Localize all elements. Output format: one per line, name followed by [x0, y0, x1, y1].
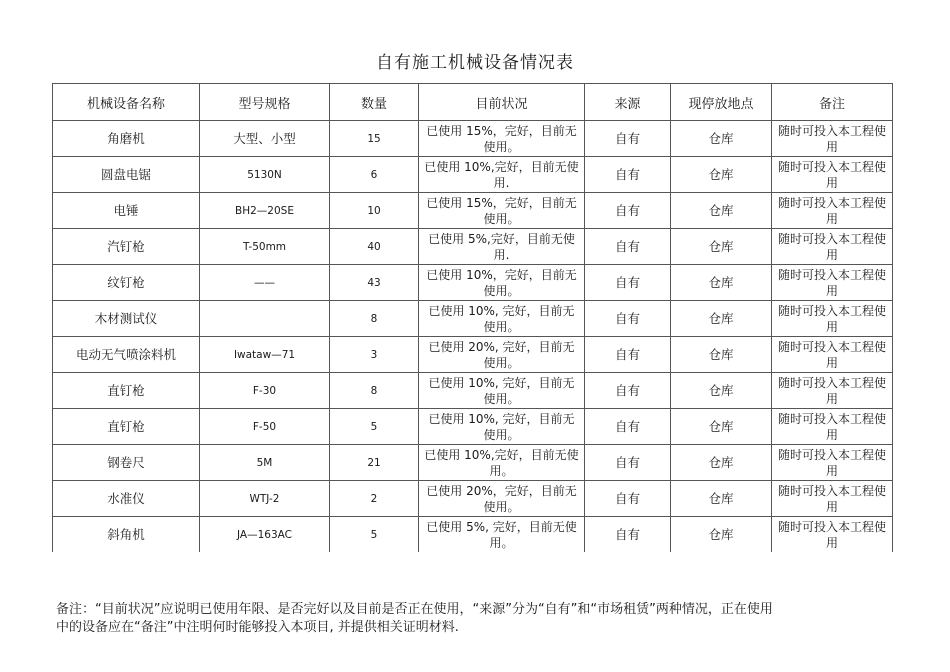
cell-location: 仓库: [671, 481, 772, 517]
cell-name: 水准仪: [53, 481, 200, 517]
cell-model: 5M: [200, 445, 330, 481]
cell-note: 随时可投入本工程使用: [772, 373, 893, 409]
cell-status: 已使用 10%,完好，目前无使用。: [419, 445, 585, 481]
cell-name: 直钉枪: [53, 409, 200, 445]
page-title: 自有施工机械设备情况表: [376, 53, 574, 73]
cell-name: 角磨机: [53, 121, 200, 157]
cell-model: T-50mm: [200, 229, 330, 265]
cell-location: 仓库: [671, 229, 772, 265]
cell-name: 钢卷尺: [53, 445, 200, 481]
cell-note: 随时可投入本工程使用: [772, 409, 893, 445]
cell-source: 自有: [585, 409, 671, 445]
cell-model: Iwataw—71: [200, 337, 330, 373]
cell-note: 随时可投入本工程使用: [772, 157, 893, 193]
cell-quantity: 15: [330, 121, 419, 157]
cell-model: 5130N: [200, 157, 330, 193]
table-row: [53, 373, 893, 409]
cell-note: 随时可投入本工程使用: [772, 229, 893, 265]
table-row: [53, 229, 893, 265]
header-model: 型号规格: [200, 84, 330, 121]
cell-name: 圆盘电锯: [53, 157, 200, 193]
cell-quantity: 21: [330, 445, 419, 481]
table-row: [53, 337, 893, 373]
cell-source: 自有: [585, 301, 671, 337]
cell-status: 已使用 10%，完好，目前无使用。: [419, 265, 585, 301]
cell-model: WTJ-2: [200, 481, 330, 517]
cell-name: 电锤: [53, 193, 200, 229]
table-row: [53, 445, 893, 481]
cell-note: 随时可投入本工程使用: [772, 481, 893, 517]
cell-model: 大型、小型: [200, 121, 330, 157]
cell-source: 自有: [585, 193, 671, 229]
cell-note: 随时可投入本工程使用: [772, 121, 893, 157]
footnote-line-1: 备注：“目前状况”应说明已使用年限、是否完好以及目前是否正在使用，“来源”分为“自有”和“市场租赁”两种情况，正在使用: [56, 602, 773, 617]
cell-location: 仓库: [671, 193, 772, 229]
cell-source: 自有: [585, 157, 671, 193]
table-header-row: [53, 84, 893, 121]
cell-name: 直钉枪: [53, 373, 200, 409]
cell-name: 电动无气喷涂料机: [53, 337, 200, 373]
cell-source: 自有: [585, 229, 671, 265]
cell-source: 自有: [585, 265, 671, 301]
cell-quantity: 10: [330, 193, 419, 229]
table-row: [53, 121, 893, 157]
header-source: 来源: [585, 84, 671, 121]
cell-status: 已使用 15%，完好，目前无使用。: [419, 121, 585, 157]
equipment-table: [52, 83, 893, 552]
cell-source: 自有: [585, 445, 671, 481]
cell-status: 已使用 5%, 完好，目前无使用。: [419, 517, 585, 553]
cell-location: 仓库: [671, 265, 772, 301]
table-row: [53, 481, 893, 517]
table-row: [53, 265, 893, 301]
cell-status: 已使用 20%, 完好，目前无使用。: [419, 337, 585, 373]
cell-source: 自有: [585, 481, 671, 517]
cell-quantity: 3: [330, 337, 419, 373]
cell-name: 斜角机: [53, 517, 200, 553]
cell-location: 仓库: [671, 121, 772, 157]
cell-model: F-50: [200, 409, 330, 445]
table-row: [53, 517, 893, 553]
footnote: [56, 601, 886, 637]
cell-note: 随时可投入本工程使用: [772, 445, 893, 481]
cell-model: ——: [200, 265, 330, 301]
cell-status: 已使用 10%, 完好，目前无使用。: [419, 373, 585, 409]
cell-model: [200, 301, 330, 337]
cell-location: 仓库: [671, 517, 772, 553]
table-row: [53, 193, 893, 229]
cell-status: 已使用 5%,完好，目前无使用.: [419, 229, 585, 265]
cell-location: 仓库: [671, 445, 772, 481]
cell-note: 随时可投入本工程使用: [772, 301, 893, 337]
cell-source: 自有: [585, 517, 671, 553]
cell-location: 仓库: [671, 157, 772, 193]
cell-note: 随时可投入本工程使用: [772, 265, 893, 301]
cell-name: 木材测试仪: [53, 301, 200, 337]
header-location: 现停放地点: [671, 84, 772, 121]
cell-name: 汽钉枪: [53, 229, 200, 265]
header-name: 机械设备名称: [53, 84, 200, 121]
cell-quantity: 43: [330, 265, 419, 301]
cell-location: 仓库: [671, 337, 772, 373]
cell-status: 已使用 10%, 完好，目前无使用。: [419, 409, 585, 445]
cell-model: JA—163AC: [200, 517, 330, 553]
header-quantity: 数量: [330, 84, 419, 121]
header-status: 目前状况: [419, 84, 585, 121]
cell-quantity: 5: [330, 517, 419, 553]
cell-quantity: 5: [330, 409, 419, 445]
cell-source: 自有: [585, 337, 671, 373]
cell-status: 已使用 20%，完好，目前无使用。: [419, 481, 585, 517]
table-row: [53, 301, 893, 337]
cell-source: 自有: [585, 373, 671, 409]
cell-quantity: 6: [330, 157, 419, 193]
header-note: 备注: [772, 84, 893, 121]
cell-status: 已使用 10%, 完好，目前无使用。: [419, 301, 585, 337]
cell-quantity: 2: [330, 481, 419, 517]
cell-source: 自有: [585, 121, 671, 157]
cell-status: 已使用 15%，完好，目前无使用。: [419, 193, 585, 229]
cell-quantity: 8: [330, 373, 419, 409]
cell-note: 随时可投入本工程使用: [772, 337, 893, 373]
cell-location: 仓库: [671, 409, 772, 445]
cell-location: 仓库: [671, 373, 772, 409]
cell-note: 随时可投入本工程使用: [772, 193, 893, 229]
footnote-line-2: 中的设备应在“备注”中注明何时能够投入本项目, 并提供相关证明材料.: [56, 620, 459, 635]
cell-model: BH2—20SE: [200, 193, 330, 229]
cell-note: 随时可投入本工程使用: [772, 517, 893, 553]
cell-name: 纹钉枪: [53, 265, 200, 301]
cell-model: F-30: [200, 373, 330, 409]
cell-location: 仓库: [671, 301, 772, 337]
cell-quantity: 40: [330, 229, 419, 265]
table-row: [53, 157, 893, 193]
table-row: [53, 409, 893, 445]
cell-quantity: 8: [330, 301, 419, 337]
cell-status: 已使用 10%,完好，目前无使用.: [419, 157, 585, 193]
